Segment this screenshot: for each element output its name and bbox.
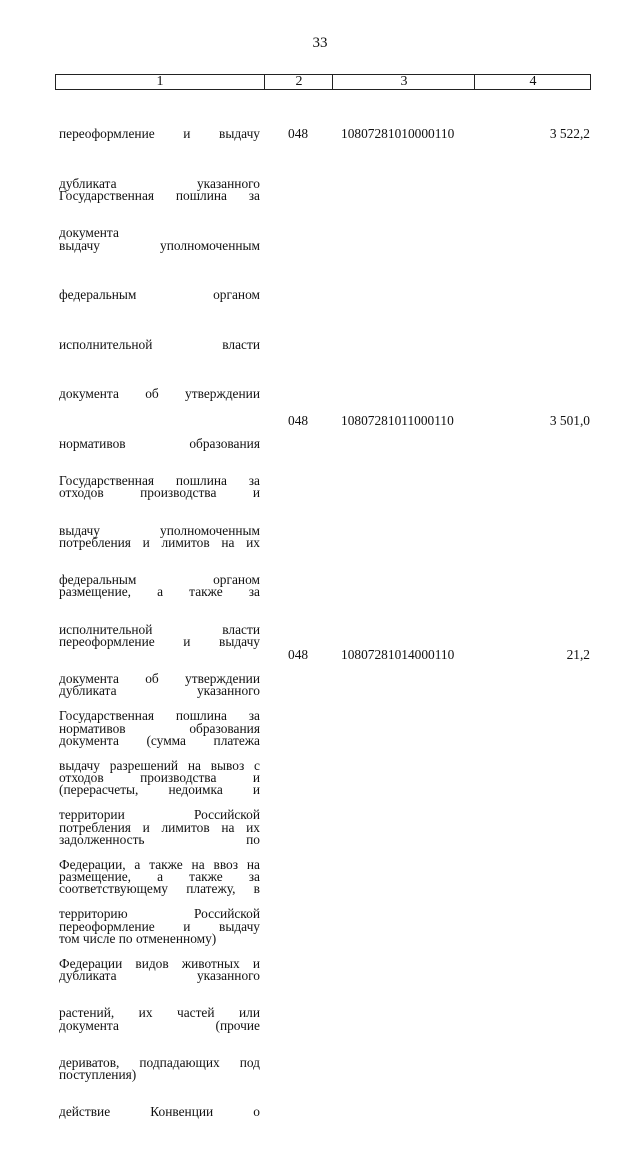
description-line: размещение, а также за xyxy=(59,869,260,884)
description-line: территорию Российской xyxy=(59,906,260,921)
description-line: размещение, а также за xyxy=(59,584,260,599)
description-line: исполнительной власти xyxy=(59,621,260,637)
header-col-2: 2 xyxy=(264,75,333,89)
amount: 3 501,0 xyxy=(549,413,590,428)
description-line: документа (сумма платежа xyxy=(59,732,260,748)
header-col-4: 4 xyxy=(474,75,591,89)
description-line: переоформление и выдачу xyxy=(59,633,260,649)
description-line: Федерации, а также на ввоз на xyxy=(59,856,260,872)
description-line: том числе по отмененному) xyxy=(59,930,217,946)
description-line: Государственная пошлина за xyxy=(59,473,260,488)
description-line: нормативов образования xyxy=(59,720,260,736)
description-line: переоформление и выдачу xyxy=(59,126,260,141)
description-line: отходов производства и xyxy=(59,485,260,500)
description-line: выдачу уполномоченным xyxy=(59,522,260,538)
description-line: Федерации видов животных и xyxy=(59,955,260,971)
description-line: территории Российской xyxy=(59,807,260,822)
description-line: федеральным органом xyxy=(59,287,260,302)
description-line: поступления) xyxy=(59,1067,137,1082)
description-line: выдачу разрешений на вывоз с xyxy=(59,757,260,773)
admin-code: 048 xyxy=(288,126,309,141)
description-line: дубликата указанного xyxy=(59,968,260,983)
description-line: дубликата указанного xyxy=(59,683,260,698)
table-header xyxy=(55,74,591,90)
description-line: потребления и лимитов на их xyxy=(59,534,260,550)
description-line: документа об утверждении xyxy=(59,671,260,686)
budget-classification-code: 10807281010000110 xyxy=(341,126,455,141)
description-line: федеральным органом xyxy=(59,572,260,587)
admin-code: 048 xyxy=(288,647,309,662)
description-line: исполнительной власти xyxy=(59,336,260,352)
description-line: соответствующему платежу, в xyxy=(59,881,260,896)
description-line: документа (прочие xyxy=(59,1017,260,1033)
description-line: растений, их частей или xyxy=(59,1005,260,1020)
description-line: дубликата указанного xyxy=(59,175,260,191)
description-line: документа об утверждении xyxy=(59,386,260,401)
header-col-3: 3 xyxy=(332,75,475,89)
description-line: документа xyxy=(59,225,119,240)
description-line: переоформление и выдачу xyxy=(59,918,260,934)
description-line: дериватов, подпадающих под xyxy=(59,1054,260,1070)
page-number: 33 xyxy=(312,35,328,51)
amount: 3 522,2 xyxy=(549,126,590,141)
description-line: Государственная пошлина за xyxy=(59,708,260,723)
admin-code: 048 xyxy=(288,413,309,428)
description-line: выдачу уполномоченным xyxy=(59,237,260,253)
row-description xyxy=(59,675,260,1154)
budget-classification-code: 10807281014000110 xyxy=(341,647,455,662)
description-line: Государственная пошлина за xyxy=(59,188,260,203)
budget-classification-code: 10807281011000110 xyxy=(341,413,454,428)
description-line: нормативов образования xyxy=(59,435,260,451)
description-line: задолженность по xyxy=(59,831,260,847)
description-line: потребления и лимитов на их xyxy=(59,819,260,835)
header-col-1: 1 xyxy=(156,74,164,89)
description-line: действие Конвенции о xyxy=(59,1104,260,1119)
amount: 21,2 xyxy=(566,647,590,662)
description-line: (перерасчеты, недоимка и xyxy=(59,782,260,797)
description-line: отходов производства и xyxy=(59,770,260,785)
